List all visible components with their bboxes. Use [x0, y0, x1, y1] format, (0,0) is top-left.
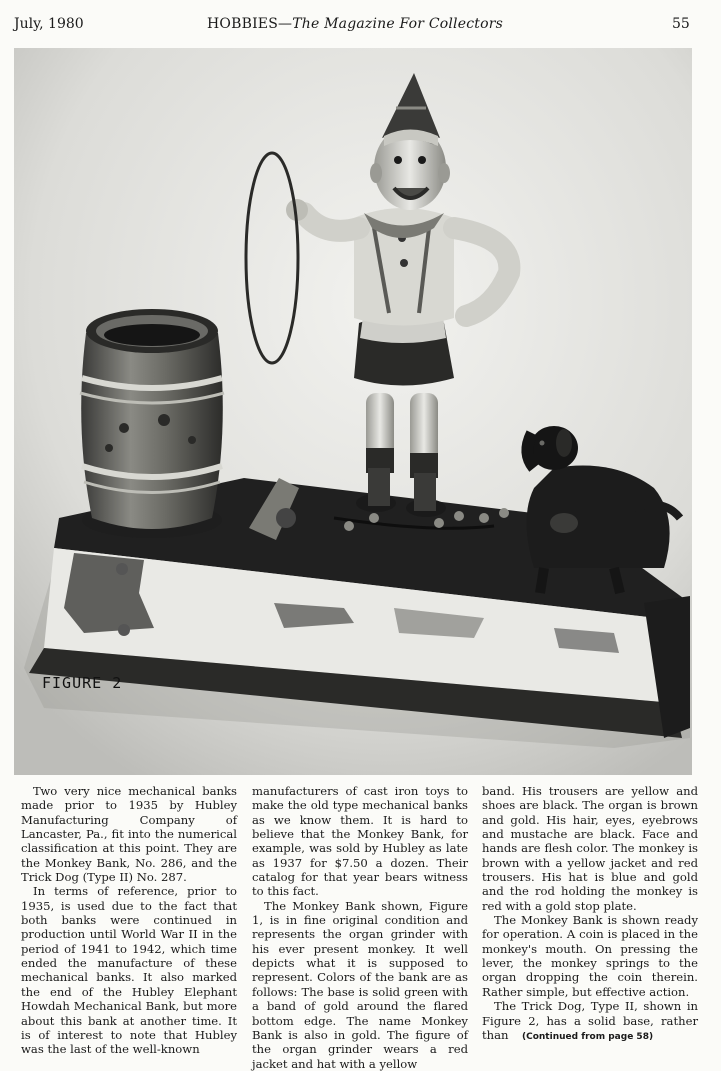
continued-note: (Continued from page 58)	[522, 1032, 654, 1042]
page-header	[0, 0, 721, 40]
paragraph: manufacturers of cast iron toys to make the old type mechanical banks as we know them. It is hard to believe that the Monkey Bank, for example, was sold by Hubley as late as 1937 for $7.50 a dozen. Their catalog for that year bears witness to this fact.	[252, 784, 468, 899]
issue-date: July, 1980	[14, 16, 84, 32]
article-column-1	[21, 784, 237, 1057]
figure-label: FIGURE 2	[42, 674, 123, 692]
magazine-tagline: The Magazine For Collectors	[292, 16, 503, 32]
article-column-3	[482, 784, 698, 1042]
article-column-2	[252, 784, 468, 1071]
paragraph: The Trick Dog, Type II, shown in Figure 2, has a solid base, rather than	[482, 999, 698, 1042]
paragraph: In terms of reference, prior to 1935, is used due to the fact that both banks were continued in production until World War II in the period of 1941 to 1942, which time ended the manufacture of these mechanical banks. It also marked the end of the Hubley Elephant Howdah Mechanical Bank, but more about this bank at another time. It is of interest to note that Hubley was the last of the well-known	[21, 884, 237, 1057]
figure-photo	[14, 48, 692, 775]
paragraph: Two very nice mechanical banks made prior to 1935 by Hubley Manufacturing Company of Lancaster, Pa., fit into the numerical classification at this point. They are the Monkey Bank, No. 286, and the Trick Dog (Type II) No. 287.	[21, 784, 237, 885]
paragraph: The Monkey Bank shown, Figure 1, is in fine original condition and represents the organ grinder with his ever present monkey. It well depicts what it is supposed to represent. Colors of the bank are as follows: The base is solid green with a band of gold around the flared bottom edge. The name Monkey Bank is also in gold. The figure of the organ grinder wears a red jacket and hat with a yellow	[252, 898, 468, 1071]
paragraph: band. His trousers are yellow and shoes are black. The organ is brown and gold. His hair, eyes, eyebrows and mustache are black. Face and hands are flesh color. The monkey is brown with a yellow jacket and red trousers. His hat is blue and gold and the rod holding the monkey is red with a gold stop plate.	[482, 784, 698, 913]
page-number: 55	[672, 16, 690, 32]
trick-dog-bank-photo	[14, 48, 692, 775]
magazine-name: HOBBIES	[207, 16, 279, 32]
paragraph: The Monkey Bank is shown ready for operation. A coin is placed in the monkey's mouth. On pressing the lever, the monkey springs to the organ dropping the coin therein. Rather simple, but effective action.	[482, 913, 698, 999]
magazine-title: HOBBIES—The Magazine For Collectors	[207, 16, 503, 32]
